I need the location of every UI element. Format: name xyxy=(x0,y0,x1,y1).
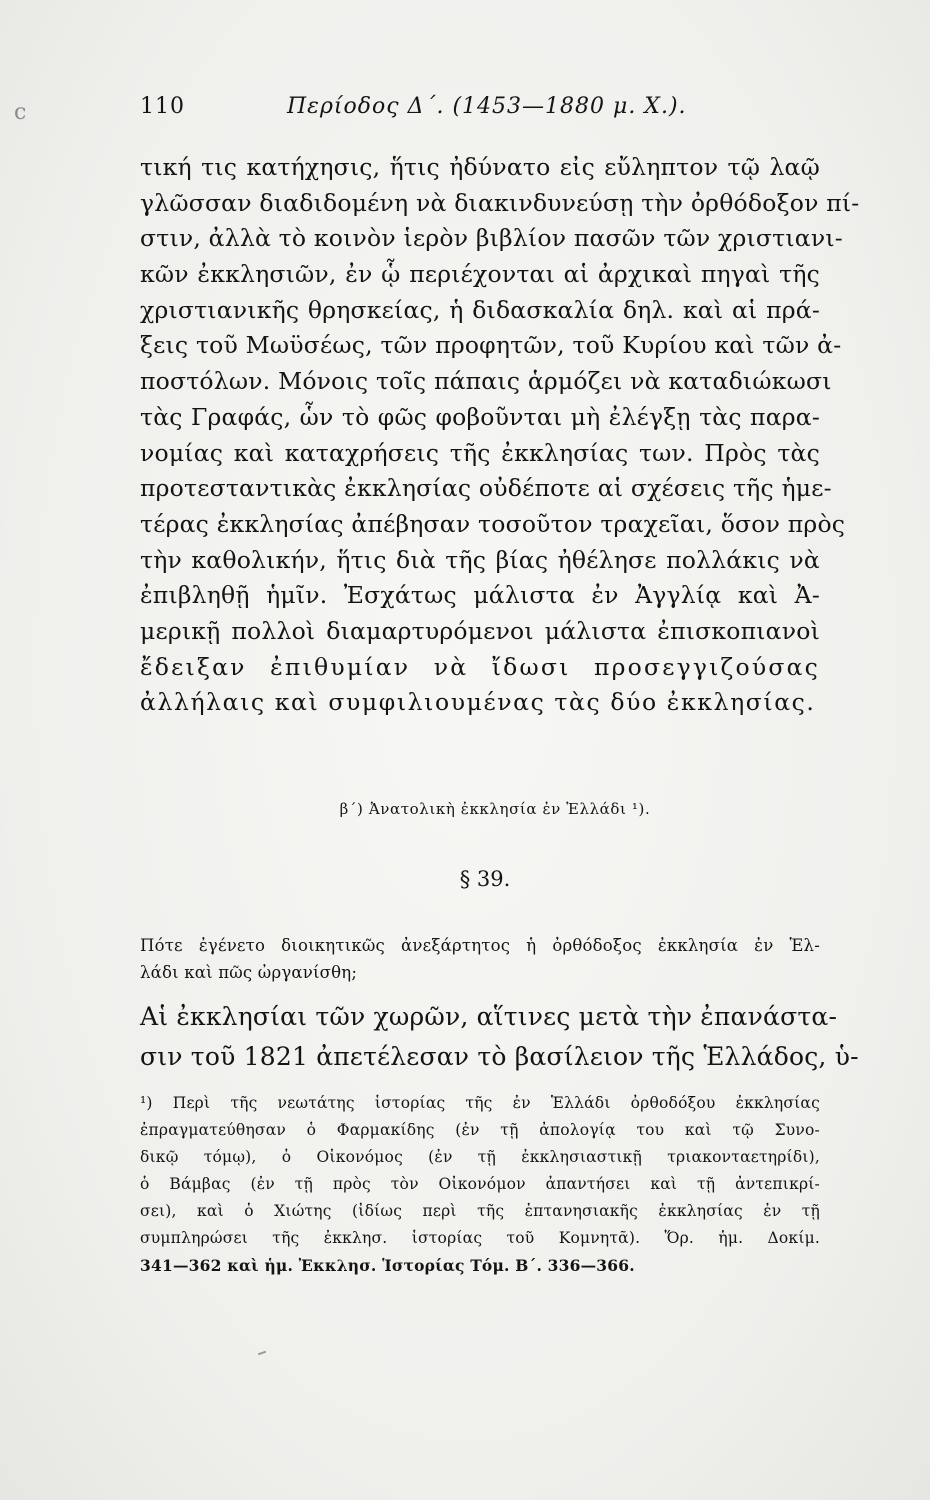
page-header xyxy=(140,94,820,130)
footnote-line: συμπληρώσει τῆς ἐκκλησ. ἱστορίας τοῦ Κομνητᾶ). Ὅρ. ἡμ. Δοκίμ. xyxy=(140,1229,820,1247)
lead-line: σιν τοῦ 1821 ἀπετέλεσαν τὸ βασίλειον τῆς Ἑλλάδος, ὑ- xyxy=(140,1042,859,1071)
body-line: ἐπιβληθῇ ἡμῖν. Ἐσχάτως μάλιστα ἐν Ἀγγλίᾳ καὶ Ἀ- xyxy=(140,581,820,610)
subheading: β΄) Ἀνατολικὴ ἐκκλησία ἐν Ἑλλάδι ¹). xyxy=(339,800,651,818)
footnote-line: δικῷ τόμῳ), ὁ Οἰκονόμος (ἐν τῇ ἐκκλησιαστικῇ τριακονταετηρίδι), xyxy=(140,1148,820,1166)
footnote-line: ὁ Βάμβας (ἐν τῇ πρὸς τὸν Οἰκονόμον ἀπαντήσει καὶ τῇ ἀντεπικρί- xyxy=(140,1175,820,1193)
body-line: ξεις τοῦ Μωϋσέως, τῶν προφητῶν, τοῦ Κυρίου καὶ τῶν ἀ- xyxy=(140,331,842,360)
footnote-line: ¹) Περὶ τῆς νεωτάτης ἱστορίας τῆς ἐν Ἑλλάδι ὀρθοδόξου ἐκκλησίας xyxy=(140,1094,820,1112)
body-line: τική τις κατήχησις, ἥτις ἠδύνατο εἰς εὔληπτον τῷ λαῷ xyxy=(140,153,820,181)
question-line: Πότε ἐγένετο διοικητικῶς ἀνεξάρτητος ἡ ὀρθόδοξος ἐκκλησία ἐν Ἑλ- xyxy=(140,936,820,955)
body-paragraph xyxy=(140,150,860,721)
body-line: ἀλλήλαις καὶ συμφιλιουμένας τὰς δύο ἐκκλησίας. xyxy=(140,688,816,717)
body-line: κῶν ἐκκλησιῶν, ἐν ᾧ περιέχονται αἱ ἀρχικαὶ πηγαὶ τῆς xyxy=(140,260,820,289)
footnote-line: ἐπραγματεύθησαν ὁ Φαρμακίδης (ἐν τῇ ἀπολογίᾳ του καὶ τῷ Συνο- xyxy=(140,1121,820,1139)
question-line: λάδι καὶ πῶς ὠργανίσθη; xyxy=(140,963,358,982)
footnote-line: 341—362 καὶ ἡμ. Ἐκκλησ. Ἱστορίας Τόμ. Β΄. 336—366. xyxy=(140,1256,635,1275)
body-line: τὴν καθολικήν, ἥτις διὰ τῆς βίας ἠθέλησε πολλάκις νὰ xyxy=(140,545,820,574)
section-question xyxy=(140,932,820,986)
lead-line: Αἱ ἐκκλησίαι τῶν χωρῶν, αἵτινες μετὰ τὴν ἐπανάστα- xyxy=(140,1002,838,1031)
footnote xyxy=(140,1090,820,1279)
body-line: προτεσταντικὰς ἐκκλησίας οὐδέποτε αἱ σχέσεις τῆς ἡμε- xyxy=(140,474,832,503)
body-line: τέρας ἐκκλησίας ἀπέβησαν τοσοῦτον τραχεῖαι, ὅσον πρὸς xyxy=(140,509,846,538)
body-line: γλῶσσαν διαδιδομένη νὰ διακινδυνεύσῃ τὴν ὀρθόδοξον πί- xyxy=(140,188,860,217)
margin-mark: c xyxy=(14,100,27,125)
body-line: ποστόλων. Μόνοις τοῖς πάπαις ἁρμόζει νὰ καταδιώκωσι xyxy=(140,367,832,396)
body-line: τὰς Γραφάς, ὧν τὸ φῶς φοβοῦνται μὴ ἐλέγξῃ τὰς παρα- xyxy=(140,402,820,431)
body-line: ἔδειξαν ἐπιθυμίαν νὰ ἴδωσι προσεγγιζούσας xyxy=(140,652,820,681)
section-lead-paragraph xyxy=(140,997,859,1077)
body-line: στιν, ἀλλὰ τὸ κοινὸν ἱερὸν βιβλίον πασῶν τῶν χριστιανι- xyxy=(140,224,843,253)
ink-speck xyxy=(258,1351,266,1356)
running-title: Περίοδος Δ΄. (1453—1880 μ. Χ.). xyxy=(287,94,687,119)
footnote-line: σει), καὶ ὁ Χιώτης (ἰδίως περὶ τῆς ἑπτανησιακῆς ἐκκλησίας ἐν τῇ xyxy=(140,1202,820,1220)
body-line: χριστιανικῆς θρησκείας, ἡ διδασκαλία δηλ. καὶ αἱ πρά- xyxy=(140,295,820,324)
page-number: 110 xyxy=(140,94,185,119)
body-line: μερικῇ πολλοὶ διαμαρτυρόμενοι μάλιστα ἐπισκοπιανοὶ xyxy=(140,616,820,645)
section-number: § 39. xyxy=(459,867,511,891)
body-line: νομίας καὶ καταχρήσεις τῆς ἐκκλησίας των. Πρὸς τὰς xyxy=(140,438,820,467)
